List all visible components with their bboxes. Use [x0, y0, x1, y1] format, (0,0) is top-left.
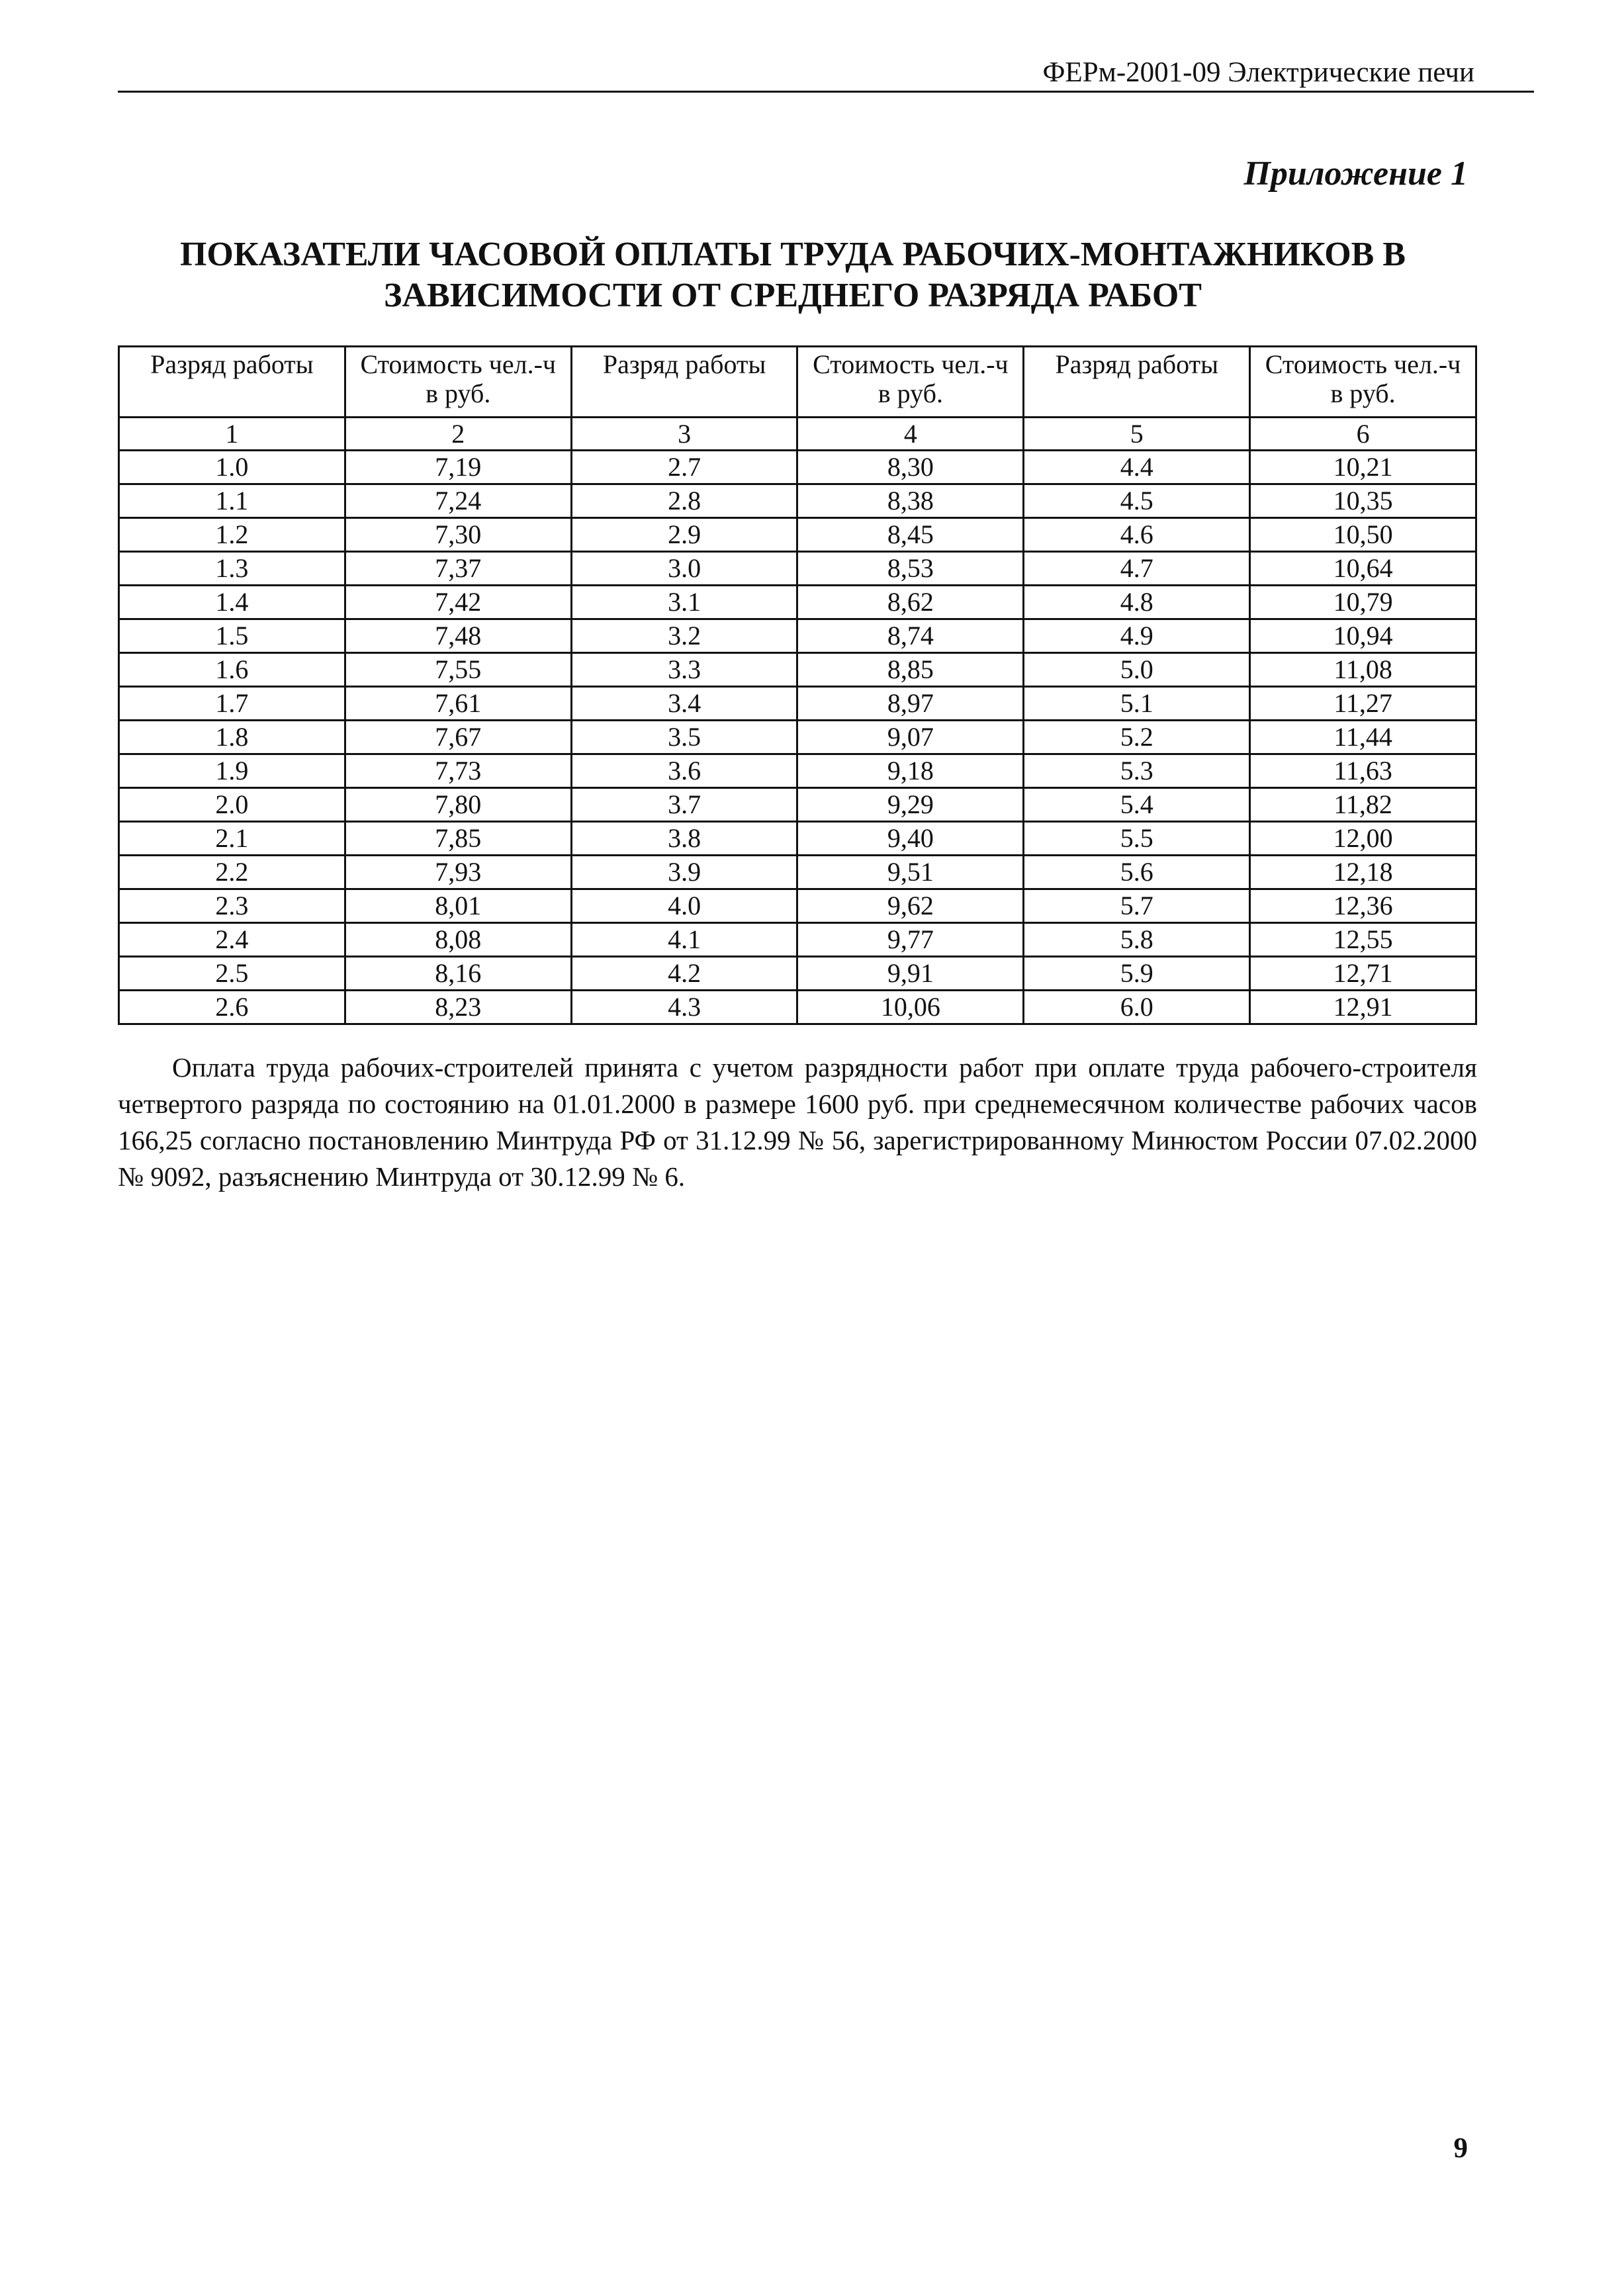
- grade-cell: 2.0: [119, 788, 345, 822]
- grade-cell: 5.7: [1024, 889, 1250, 923]
- grade-cell: 1.8: [119, 721, 345, 754]
- header-cell: [119, 347, 345, 418]
- grade-cell: 1.3: [119, 552, 345, 586]
- grade-cell: 4.9: [1024, 619, 1250, 653]
- cost-cell: 10,21: [1250, 451, 1476, 484]
- grade-cell: 2.3: [119, 889, 345, 923]
- page-number: 9: [1453, 2133, 1468, 2164]
- header-cell: [345, 347, 571, 418]
- cost-cell: 7,67: [345, 721, 571, 754]
- grade-cell: 3.0: [571, 552, 797, 586]
- cost-cell: 10,64: [1250, 552, 1476, 586]
- cost-cell: 7,85: [345, 822, 571, 856]
- grade-cell: 3.2: [571, 619, 797, 653]
- table-row: [119, 856, 1476, 889]
- grade-cell: 5.0: [1024, 653, 1250, 687]
- document-title-line-2: ЗАВИСИМОСТИ ОТ СРЕДНЕГО РАЗРЯДА РАБОТ: [384, 277, 1202, 314]
- cost-cell: 10,94: [1250, 619, 1476, 653]
- cost-cell: 8,45: [797, 518, 1024, 552]
- grade-cell: 6.0: [1024, 991, 1250, 1024]
- grade-cell: 2.7: [571, 451, 797, 484]
- grade-cell: 5.8: [1024, 923, 1250, 957]
- table-row: [119, 889, 1476, 923]
- header-cell-line2: в руб.: [878, 379, 943, 408]
- table-row: [119, 991, 1476, 1024]
- cost-cell: 7,48: [345, 619, 571, 653]
- running-header-text: ФЕРм-2001-09 Электрические печи: [1042, 57, 1474, 88]
- cost-cell: 8,08: [345, 923, 571, 957]
- grade-cell: 1.5: [119, 619, 345, 653]
- column-number-cell: 2: [345, 418, 571, 451]
- grade-cell: 2.6: [119, 991, 345, 1024]
- grade-cell: 3.6: [571, 754, 797, 788]
- table-row: [119, 788, 1476, 822]
- grade-cell: 5.2: [1024, 721, 1250, 754]
- cost-cell: 12,91: [1250, 991, 1476, 1024]
- grade-cell: 3.1: [571, 586, 797, 619]
- cost-cell: 8,85: [797, 653, 1024, 687]
- cost-cell: 8,74: [797, 619, 1024, 653]
- grade-cell: 5.9: [1024, 957, 1250, 991]
- cost-cell: 12,18: [1250, 856, 1476, 889]
- header-cell: [571, 347, 797, 418]
- running-header: [118, 53, 1534, 93]
- cost-cell: 10,79: [1250, 586, 1476, 619]
- grade-cell: 4.1: [571, 923, 797, 957]
- cost-cell: 9,62: [797, 889, 1024, 923]
- header-cell-line1: Стоимость чел.-ч: [360, 349, 557, 379]
- cost-cell: 8,97: [797, 687, 1024, 721]
- grade-cell: 3.5: [571, 721, 797, 754]
- grade-cell: 2.8: [571, 484, 797, 518]
- header-cell-line1: Стоимость чел.-ч: [1265, 349, 1461, 379]
- header-cell: [1250, 347, 1476, 418]
- grade-cell: 1.9: [119, 754, 345, 788]
- cost-cell: 7,42: [345, 586, 571, 619]
- grade-cell: 1.6: [119, 653, 345, 687]
- grade-cell: 1.7: [119, 687, 345, 721]
- header-cell: [1024, 347, 1250, 418]
- cost-cell: 11,08: [1250, 653, 1476, 687]
- cost-cell: 9,51: [797, 856, 1024, 889]
- table-row: [119, 586, 1476, 619]
- cost-cell: 12,55: [1250, 923, 1476, 957]
- cost-cell: 10,50: [1250, 518, 1476, 552]
- cost-cell: 8,30: [797, 451, 1024, 484]
- column-number-cell: 1: [119, 418, 345, 451]
- table-row: [119, 957, 1476, 991]
- cost-cell: 11,63: [1250, 754, 1476, 788]
- grade-cell: 5.6: [1024, 856, 1250, 889]
- header-cell: [797, 347, 1024, 418]
- cost-cell: 7,80: [345, 788, 571, 822]
- grade-cell: 5.4: [1024, 788, 1250, 822]
- grade-cell: 4.4: [1024, 451, 1250, 484]
- rates-table-header: [119, 347, 1476, 451]
- grade-cell: 2.4: [119, 923, 345, 957]
- table-row: [119, 923, 1476, 957]
- grade-cell: 3.4: [571, 687, 797, 721]
- cost-cell: 7,61: [345, 687, 571, 721]
- header-cell-line2: в руб.: [1330, 379, 1396, 408]
- cost-cell: 9,91: [797, 957, 1024, 991]
- note-paragraph: Оплата труда рабочих-строителей принята с учетом разрядности работ при оплате труда рабочего-строителя четвертого разряда по состоянию на 01.01.2000 в размере 1600 руб. при среднемесячном количестве рабочих часов 166,25 согласно постановлению Минтруда РФ от 31.12.99 № 56, зарегистрированному Минюстом России 07.02.2000 № 9092, разъяснению Минтруда от 30.12.99 № 6.: [118, 1052, 1477, 1192]
- grade-cell: 3.3: [571, 653, 797, 687]
- grade-cell: 4.8: [1024, 586, 1250, 619]
- header-cell-line1: Разряд работы: [602, 349, 766, 379]
- cost-cell: 8,38: [797, 484, 1024, 518]
- table-row: [119, 484, 1476, 518]
- grade-cell: 2.5: [119, 957, 345, 991]
- header-cell-line1: Разряд работы: [1055, 349, 1218, 379]
- table-row: [119, 518, 1476, 552]
- cost-cell: 9,18: [797, 754, 1024, 788]
- grade-cell: 4.3: [571, 991, 797, 1024]
- grade-cell: 5.3: [1024, 754, 1250, 788]
- table-row: [119, 687, 1476, 721]
- cost-cell: 7,93: [345, 856, 571, 889]
- cost-cell: 7,24: [345, 484, 571, 518]
- document-title: [118, 234, 1468, 316]
- grade-cell: 4.0: [571, 889, 797, 923]
- table-row: [119, 822, 1476, 856]
- cost-cell: 8,62: [797, 586, 1024, 619]
- cost-cell: 9,40: [797, 822, 1024, 856]
- cost-cell: 12,71: [1250, 957, 1476, 991]
- table-row: [119, 721, 1476, 754]
- grade-cell: 2.9: [571, 518, 797, 552]
- appendix-label: Приложение 1: [1243, 155, 1468, 193]
- rates-table: [118, 345, 1477, 1025]
- grade-cell: 4.5: [1024, 484, 1250, 518]
- header-cell-line2: в руб.: [426, 379, 491, 408]
- grade-cell: 2.1: [119, 822, 345, 856]
- cost-cell: 11,82: [1250, 788, 1476, 822]
- header-cell-line1: Стоимость чел.-ч: [813, 349, 1009, 379]
- header-row: [119, 347, 1476, 418]
- header-cell-line1: Разряд работы: [150, 349, 314, 379]
- cost-cell: 9,77: [797, 923, 1024, 957]
- cost-cell: 12,36: [1250, 889, 1476, 923]
- document-title-line-1: ПОКАЗАТЕЛИ ЧАСОВОЙ ОПЛАТЫ ТРУДА РАБОЧИХ-МОНТАЖНИКОВ В: [179, 236, 1406, 273]
- cost-cell: 7,19: [345, 451, 571, 484]
- grade-cell: 5.1: [1024, 687, 1250, 721]
- grade-cell: 3.7: [571, 788, 797, 822]
- column-number-cell: 3: [571, 418, 797, 451]
- cost-cell: 10,35: [1250, 484, 1476, 518]
- table-row: [119, 451, 1476, 484]
- table-row: [119, 552, 1476, 586]
- cost-cell: 8,23: [345, 991, 571, 1024]
- grade-cell: 3.9: [571, 856, 797, 889]
- cost-cell: 11,44: [1250, 721, 1476, 754]
- grade-cell: 1.4: [119, 586, 345, 619]
- column-number-cell: 6: [1250, 418, 1476, 451]
- column-number-row: [119, 418, 1476, 451]
- cost-cell: 12,00: [1250, 822, 1476, 856]
- cost-cell: 9,29: [797, 788, 1024, 822]
- grade-cell: 1.1: [119, 484, 345, 518]
- table-row: [119, 653, 1476, 687]
- grade-cell: 4.2: [571, 957, 797, 991]
- cost-cell: 10,06: [797, 991, 1024, 1024]
- grade-cell: 3.8: [571, 822, 797, 856]
- table-row: [119, 754, 1476, 788]
- cost-cell: 9,07: [797, 721, 1024, 754]
- grade-cell: 4.7: [1024, 552, 1250, 586]
- column-number-cell: 5: [1024, 418, 1250, 451]
- grade-cell: 1.2: [119, 518, 345, 552]
- cost-cell: 8,01: [345, 889, 571, 923]
- cost-cell: 7,30: [345, 518, 571, 552]
- cost-cell: 8,53: [797, 552, 1024, 586]
- cost-cell: 7,73: [345, 754, 571, 788]
- grade-cell: 2.2: [119, 856, 345, 889]
- cost-cell: 7,37: [345, 552, 571, 586]
- grade-cell: 1.0: [119, 451, 345, 484]
- cost-cell: 8,16: [345, 957, 571, 991]
- column-number-cell: 4: [797, 418, 1024, 451]
- rates-table-body: [119, 451, 1476, 1024]
- grade-cell: 4.6: [1024, 518, 1250, 552]
- cost-cell: 7,55: [345, 653, 571, 687]
- cost-cell: 11,27: [1250, 687, 1476, 721]
- table-row: [119, 619, 1476, 653]
- grade-cell: 5.5: [1024, 822, 1250, 856]
